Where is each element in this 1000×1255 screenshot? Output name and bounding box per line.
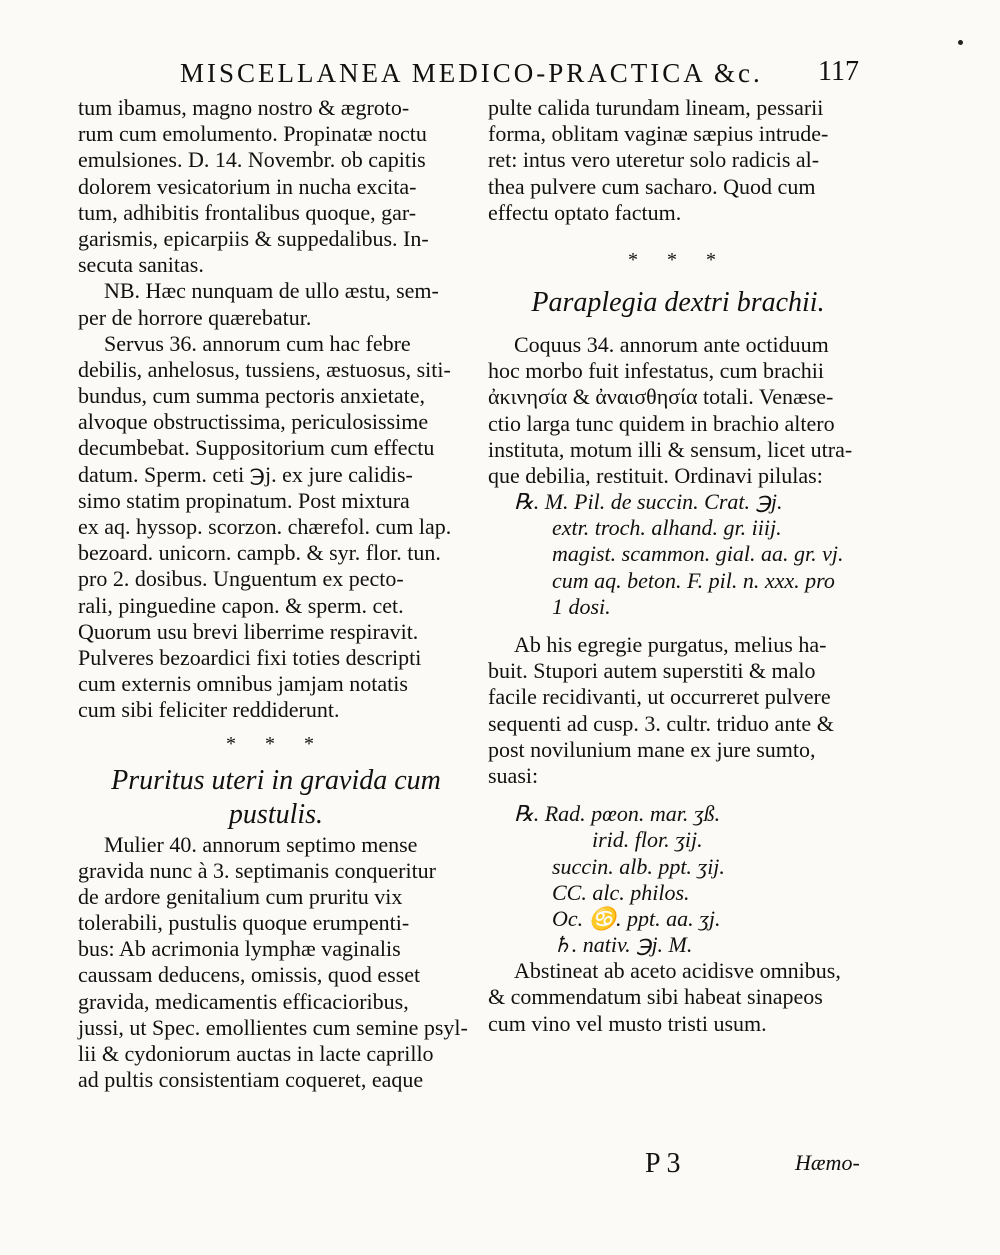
text-line: bezoard. unicorn. campb. & syr. flor. tun. [78,540,441,566]
recipe-line: CC. alc. philos. [552,879,690,905]
recipe-powder [488,801,868,958]
left-text-block-b [78,832,474,1094]
text-line: hoc morbo fuit infestatus, cum brachii [488,358,825,384]
text-line: Servus 36. annorum cum hac febre [104,330,411,356]
text-line: bus: Ab acrimonia lymphæ vaginalis [78,936,401,962]
text-line: per de horrore quærebatur. [78,304,312,330]
text-line: facile recidivanti, ut occurreret pulvere [488,684,831,710]
text-line: Mulier 40. annorum septimo mense [104,831,418,857]
text-line: ret: intus vero uteretur solo radicis al- [488,147,820,173]
text-line: suasi: [488,762,539,788]
text-line: secuta sanitas. [78,252,204,278]
text-line: post novilunium mane ex jure sumto, [488,736,816,762]
text-line: datum. Sperm. ceti ℈j. ex jure calidis- [78,461,413,487]
text-line: thea pulvere cum sacharo. Quod cum [488,173,816,199]
text-line: pulte calida turundam lineam, pessarii [488,95,824,120]
section-separator: * * * [226,732,326,755]
text-line: Pulveres bezoardici fixi toties descripti [78,644,422,670]
text-line: debilis, anhelosus, tussiens, æstuosus, siti- [78,356,451,382]
left-column [78,95,474,1093]
recipe-line: ♄. nativ. ℈j. M. [552,932,693,958]
spacer [488,789,868,801]
text-line: cum vino vel musto tristi usum. [488,1010,767,1036]
text-line: Ab his egregie purgatus, melius ha- [514,632,827,657]
recipe-line: ℞. Rad. pœon. mar. ʒß. [514,801,721,827]
text-line: gravida nunc à 3. septimanis conqueritur [78,857,437,883]
text-line: gravida, medicamentis efficacioribus, [78,988,409,1014]
text-line: rum cum emolumento. Propinatæ noctu [78,121,427,147]
text-line: instituta, motum illi & sensum, licet utra- [488,436,853,462]
ink-dot [958,40,963,45]
text-line: & commendatum sibi habeat sinapeos [488,984,823,1010]
right-text-block-a [488,95,868,226]
text-line: decumbebat. Suppositorium cum effectu [78,435,435,461]
section-heading-continued: pustulis. [228,798,324,830]
page-number: 117 [818,56,859,87]
recipe-pills [488,489,868,620]
text-line: alvoque obstructissima, periculosissime [78,409,429,435]
text-line: cum sibi feliciter reddiderunt. [78,697,340,723]
text-line: effectu optato factum. [488,199,682,225]
text-line: simo statim propinatum. Post mixtura [78,487,410,513]
text-line: ἀκινησία & ἀναισθησία totali. Venæse- [488,384,834,410]
recipe-line: Oc. ♋. ppt. aa. ʒj. [552,905,721,931]
text-line: pro 2. dosibus. Unguentum ex pecto- [78,566,404,592]
text-line: garismis, epicarpiis & suppedalibus. In- [78,225,429,251]
section-heading: Pruritus uteri in gravida cum [111,764,441,796]
text-line: caussam deducens, omissis, quod esset [78,962,421,988]
right-text-block-d [488,958,868,1037]
text-line: forma, oblitam vaginæ sæpius intrude- [488,121,829,147]
text-line: que debilia, restituit. Ordinavi pilulas: [488,462,823,488]
section-heading: Paraplegia dextri brachii. [531,286,825,318]
text-line: tum ibamus, magno nostro & ægroto- [78,95,410,120]
text-line: ex aq. hyssop. scorzon. chærefol. cum lap. [78,514,452,539]
recipe-line: irid. flor. ʒij. [592,827,703,853]
text-line: jussi, ut Spec. emollientes cum semine psyl- [78,1014,468,1040]
text-line: bundus, cum summa pectoris anxietate, [78,383,426,409]
text-line: ctio larga tunc quidem in brachio altero [488,410,835,436]
recipe-line: cum aq. beton. F. pil. n. xxx. pro [552,567,835,593]
recipe-line: magist. scammon. gial. aa. gr. vj. [552,541,844,567]
text-line: tum, adhibitis frontalibus quoque, gar- [78,199,417,225]
right-column [488,95,868,1037]
text-line: emulsiones. D. 14. Novembr. ob capitis [78,147,426,173]
text-line: cum externis omnibus jamjam notatis [78,671,408,697]
text-line: ad pultis consistentiam coqueret, eaque [78,1067,424,1093]
text-line: NB. Hæc nunquam de ullo æstu, sem- [104,278,439,304]
text-line: Coquus 34. annorum ante octiduum [514,331,829,357]
text-line: rali, pinguedine capon. & sperm. cet. [78,592,404,618]
right-text-block-c [488,632,868,789]
recipe-line: succin. alb. ppt. ʒij. [552,853,725,879]
right-text-block-b [488,332,868,489]
text-line: sequenti ad cusp. 3. cultr. triduo ante & [488,710,834,736]
section-separator: * * * [628,248,728,271]
text-line: lii & cydoniorum auctas in lacte caprillo [78,1041,434,1066]
text-line: buit. Stupori autem superstiti & malo [488,658,816,684]
text-line: de ardore genitalium cum pruritu vix [78,883,403,909]
recipe-line: extr. troch. alhand. gr. iiij. [552,515,782,541]
spacer [488,320,868,332]
signature-mark: P 3 [645,1148,681,1179]
text-line: tolerabili, pustulis quoque erumpenti- [78,910,410,936]
catchword: Hæmo- [795,1150,860,1175]
running-title: MISCELLANEA MEDICO-PRACTICA &c. [180,58,763,88]
text-line: Quorum usu brevi liberrime respiravit. [78,618,419,644]
left-text-block-a [78,95,474,724]
text-line: dolorem vesicatorium in nucha excita- [78,173,417,199]
text-line: Abstineat ab aceto acidisve omnibus, [514,958,841,984]
spacer [488,620,868,632]
recipe-line: 1 dosi. [552,593,611,619]
recipe-line: ℞. M. Pil. de succin. Crat. ℈j. [514,489,783,515]
